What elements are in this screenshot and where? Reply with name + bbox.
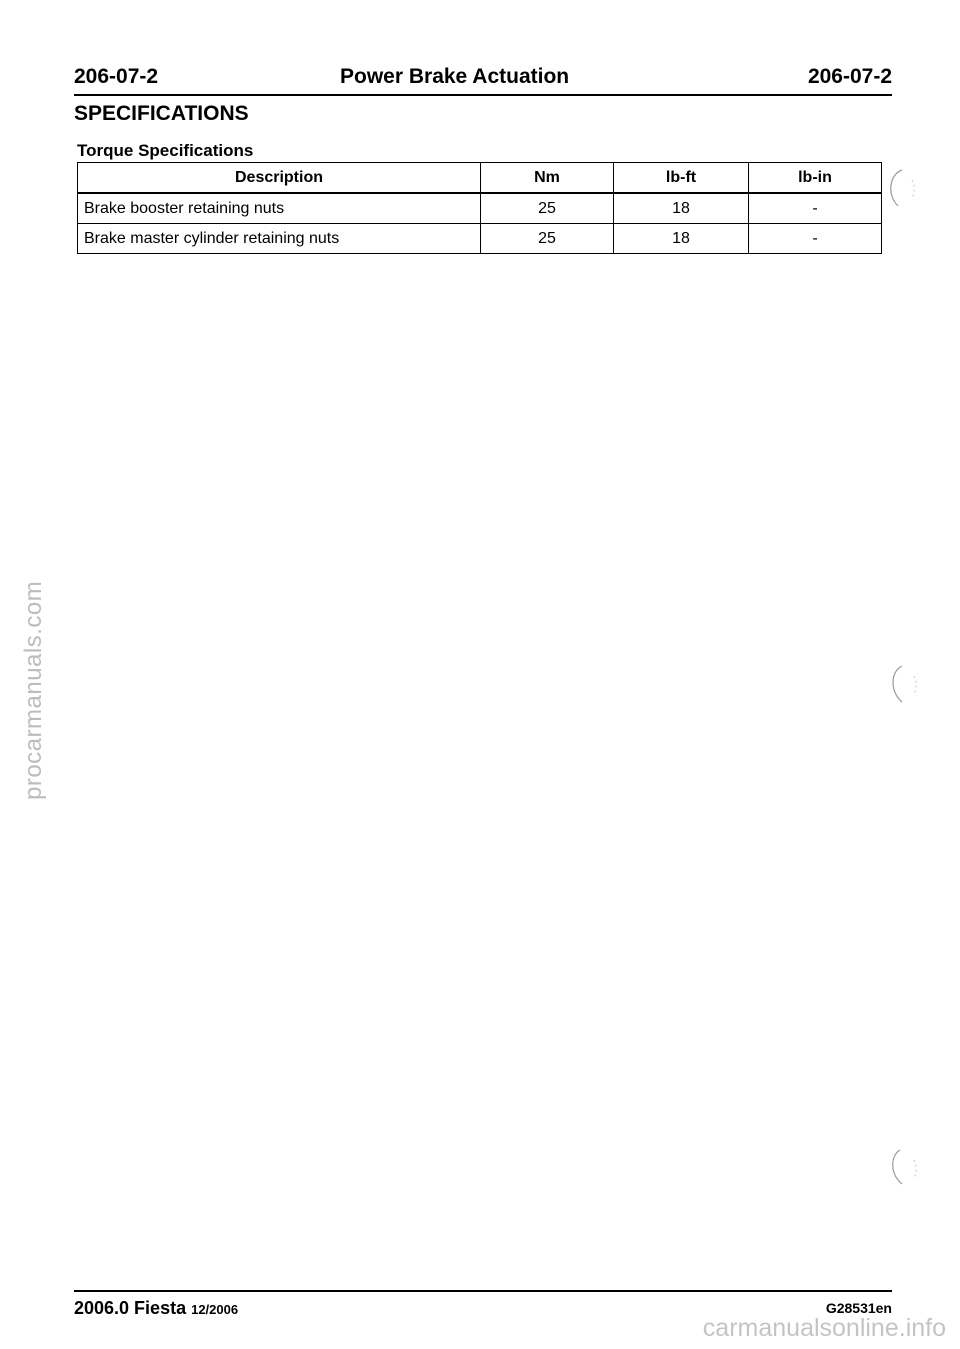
cell-lb-in: - <box>749 224 882 254</box>
footer-model <box>74 1296 238 1322</box>
cell-lb-ft: 18 <box>614 193 749 224</box>
binder-hole-mark <box>882 166 922 212</box>
column-header-nm: Nm <box>481 163 614 194</box>
cell-lb-in: - <box>749 193 882 224</box>
header-section-number-left: 206-07-2 <box>74 65 159 88</box>
header-title: Power Brake Actuation <box>340 65 570 88</box>
header-section-number-right: 206-07-2 <box>807 65 892 88</box>
table-row <box>78 224 882 254</box>
column-header-description: Description <box>78 163 481 194</box>
column-header-lb-in: lb-in <box>749 163 882 194</box>
cell-nm: 25 <box>481 193 614 224</box>
footer-document-code: G28531en <box>825 1300 892 1316</box>
cell-description: Brake booster retaining nuts <box>78 193 481 224</box>
table-row <box>78 193 882 224</box>
footer-model-name: 2006.0 Fiesta <box>74 1298 187 1318</box>
subsection-title: Torque Specifications <box>77 141 254 160</box>
footer-rule <box>74 1290 892 1292</box>
cell-lb-ft: 18 <box>614 224 749 254</box>
table-header-row <box>78 163 882 194</box>
torque-specifications-table <box>77 162 882 254</box>
header-rule <box>74 94 892 96</box>
side-watermark: procarmanuals.com <box>20 580 47 800</box>
bottom-watermark: carmanualsonline.info <box>702 1314 946 1342</box>
binder-hole-mark <box>884 662 924 708</box>
column-header-lb-ft: lb-ft <box>614 163 749 194</box>
section-title: SPECIFICATIONS <box>74 102 249 125</box>
footer-date: 12/2006 <box>191 1302 239 1317</box>
cell-nm: 25 <box>481 224 614 254</box>
cell-description: Brake master cylinder retaining nuts <box>78 224 481 254</box>
binder-hole-mark <box>884 1144 924 1190</box>
